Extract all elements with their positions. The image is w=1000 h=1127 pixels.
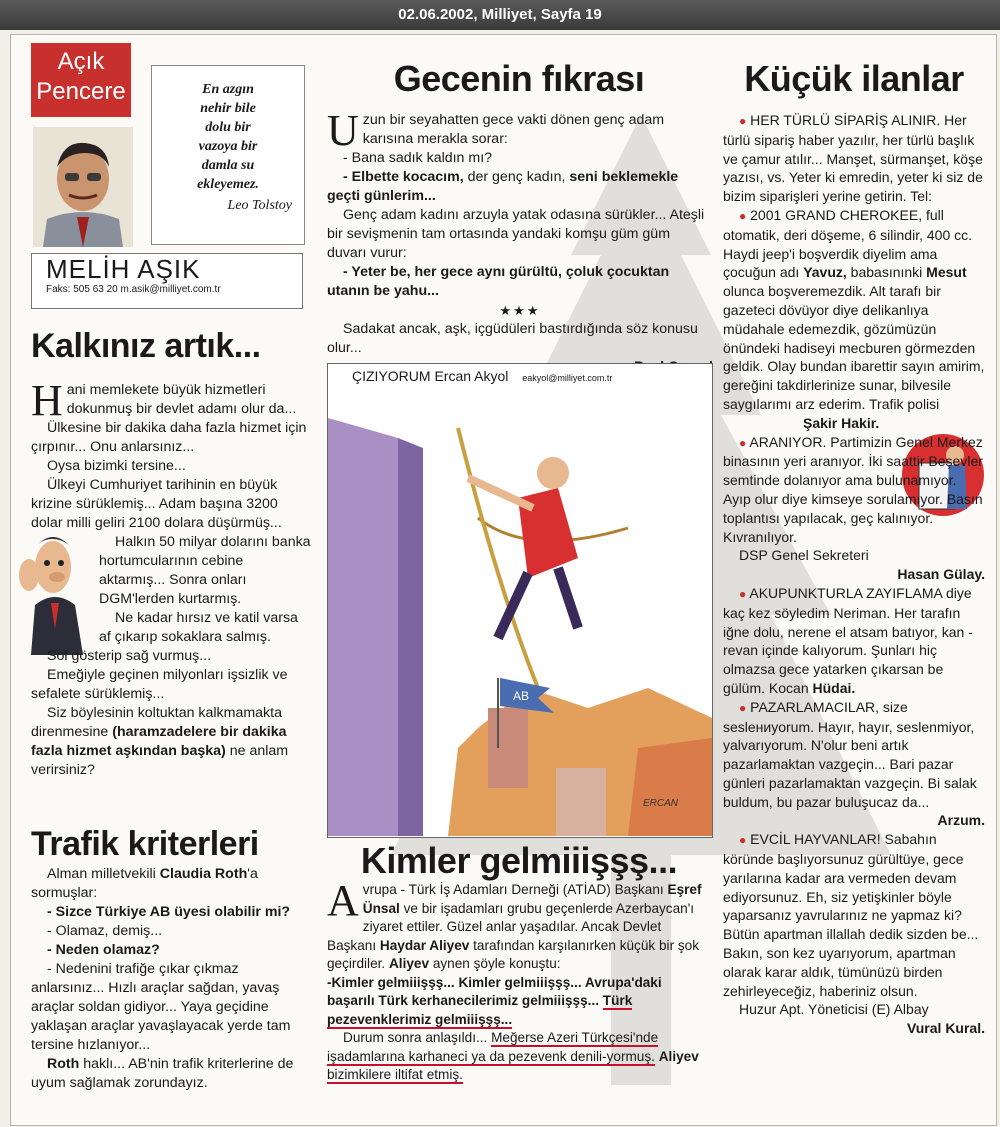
ilan-item bbox=[723, 433, 985, 584]
kalkiniz-title: Kalkınız artık... bbox=[31, 327, 261, 365]
trafik-name: Claudia Roth bbox=[159, 866, 248, 882]
ilan-sign: Hasan Gülay. bbox=[897, 566, 985, 583]
ilan-item bbox=[723, 584, 985, 698]
kalkiniz-paragraph: Ne kadar hırsız ve katil varsa af çıkarıp sokaklara salmış. bbox=[99, 610, 298, 645]
ilan-head: AKUPUNKTURLA ZAYIFLAMA bbox=[749, 584, 943, 601]
trafik-q2: - Neden olamaz? bbox=[47, 942, 160, 958]
quote-line: damla su bbox=[201, 158, 255, 173]
ilan-body: full otomatik, deri döşeme, 6 silindir, 400 cc. Haydi jeep'i boşverdik diyelim ama çocuğun adı bbox=[723, 206, 973, 281]
bullet-icon: ● bbox=[739, 114, 747, 128]
ilan-item bbox=[723, 206, 985, 433]
ilan-item bbox=[723, 111, 985, 206]
kimler-body bbox=[327, 876, 713, 1085]
ilan-item bbox=[723, 698, 985, 831]
kimler-name2: Haydar Aliyev bbox=[379, 937, 470, 953]
trafik-outro-name: Roth bbox=[47, 1056, 80, 1072]
column-logo-line2: Pencere bbox=[36, 78, 126, 105]
kimler-p3name: Aliyev bbox=[658, 1048, 699, 1064]
author-name: MELİH AŞIK bbox=[46, 254, 201, 284]
fikra-p3b: der genç kadın, bbox=[467, 169, 566, 185]
ilan-org: DSP Genel Sekreteri bbox=[739, 547, 869, 564]
kimler-p1a: vrupa - Türk İş Adamları Derneği (ATİAD) Başkanı bbox=[362, 882, 664, 897]
fikra-p1: zun bir seyahatten gece vakti dönen genç adam karısına merakla sorar: bbox=[362, 112, 665, 147]
bullet-icon: ● bbox=[739, 208, 747, 223]
trafik-intro: Alman milletvekili bbox=[47, 866, 156, 882]
newspaper-page bbox=[10, 34, 997, 1126]
ilanlar-title: Küçük ilanlar bbox=[744, 58, 964, 99]
kalkiniz-paragraph: Sol gösterip sağ vurmuş... bbox=[47, 648, 212, 664]
trafik-outro: haklı... AB'nin trafik kriterlerine de uyum sağlamak zorundayız. bbox=[31, 1056, 294, 1091]
trafik-intro-b: 'a sormuşlar: bbox=[31, 866, 258, 901]
fikra-stars: ★★★ bbox=[499, 303, 541, 318]
kalkiniz-body bbox=[31, 376, 313, 780]
quote-line: En azgın bbox=[202, 82, 254, 97]
author-contact: Faks: 505 63 20 m.asik@milliyet.com.tr bbox=[46, 284, 221, 295]
kalkiniz-paragraph: Ülkesine bir dakika daha fazla hizmet için çırpınır... Onu anlarsınız... bbox=[31, 420, 307, 455]
kimler-p1b: ve bir işadamları grubu geçenlerde Azerbaycan'ı ziyaret ettiler. Güzel anlar yaşadılar. Ancak Devlet Başkanı bbox=[327, 900, 695, 953]
kimler-name3: Aliyev bbox=[388, 956, 430, 971]
kalkiniz-paragraph: Ülkeyi Cumhuriyet tarihinin en büyük krizine sürüklemiş... Adam başına 3200 dolar milli geliri 2100 dolara düşürmüş... bbox=[31, 477, 282, 531]
ilanlar-list bbox=[723, 111, 985, 1038]
quote-line: vazoya bir bbox=[198, 139, 258, 154]
kimler-p2b: Türk pezevenklerimiz gelmiiişşş... bbox=[327, 993, 633, 1027]
ilan-body: Her türlü sipariş haber yazılır, her türlü başlık ve çamur atılır... Manşet, sürmanşet, köşe yazısı, vs. Yeter ki emredin, yeter ki siz de bizim siparişleri yerine getirin. Tel: bbox=[723, 112, 983, 205]
cartoon-header bbox=[328, 364, 712, 388]
ilan-body: diye kaç kez söyledim Neriman. Her tarafın iğne dolu, nerene el atsam batıyor, kan - revan içinde kalıyorum. Şunları hiç olmazsa gece yatarken çıkarsan be gülüm. bbox=[723, 584, 973, 696]
ilan-head: ARANIYOR. bbox=[749, 433, 827, 450]
cartoon-email: eakyol@milliyet.com.tr bbox=[522, 373, 613, 383]
kimler-name: Eşref Ünsal bbox=[362, 882, 702, 916]
kalkiniz-paragraph: Oysa bizimki tersine... bbox=[47, 458, 186, 474]
kimler-p2: -Kimler gelmiiişşş... Kimler gelmiiişşş... Avrupa'daki başarılı Türk kerhanecilerimiz gelmiiişşş... bbox=[327, 974, 662, 1008]
kimler-p3c: bizimkilere iltifat etmiş. bbox=[327, 1067, 463, 1082]
fikra-p3: - Elbette kocacım, bbox=[343, 169, 464, 185]
cartoon-frame bbox=[327, 363, 713, 838]
ilan-sign: Arzum. bbox=[937, 812, 985, 829]
fikra-title: Gecenin fıkrası bbox=[393, 58, 645, 99]
ilan-head: EVCİL HAYVANLAR! bbox=[750, 831, 881, 848]
column-logo bbox=[31, 43, 131, 117]
cartoon-signature: ERCAN bbox=[643, 798, 679, 809]
fikra-p3c: seni beklemekle geçti günlerim... bbox=[327, 169, 679, 204]
drop-cap: U bbox=[327, 106, 359, 155]
bullet-icon: ● bbox=[739, 586, 747, 601]
trafik-a1: - Olamaz, demiş... bbox=[47, 923, 163, 939]
bullet-icon: ● bbox=[739, 833, 747, 848]
ilan-head: PAZARLAMACILAR, bbox=[750, 698, 880, 715]
ilan-body2: babasınınki bbox=[850, 264, 923, 281]
ilan-body: Sabahın köründe başlıyorsunuz gürültüye, gece yarılarına kadar ara vermeden devam ediyorsunuz. Eh, siz yetişkinler böyle yaparsanız yavrularınız ne yapmaz ki? Bütün apartman illallah dedik sizden be... Bakın, son kez uyarıyorum, apartman olarak karar aldık, tümünüzü birden zehirleyeceğiz, haberiniz olsun. bbox=[723, 831, 979, 999]
kalkiniz-paragraph: ani memlekete büyük hizmetleri dokunmuş bir devlet adamı olur da... bbox=[66, 382, 297, 417]
bullet-icon: ● bbox=[739, 700, 747, 715]
ilan-item bbox=[723, 830, 985, 1038]
ilan-sign-pre: Kocan bbox=[768, 679, 809, 696]
column-logo-line1: Açık bbox=[57, 48, 105, 75]
trafik-q1: - Sizce Türkiye AB üyesi olabilir mi? bbox=[47, 904, 291, 920]
cartoon-drawing bbox=[328, 388, 712, 836]
cartoon-flag-text: AB bbox=[513, 689, 530, 703]
kalkiniz-paragraph: Halkın 50 milyar dolarını banka hortumcularının cebine aktarmış... Sonra onları DGM'lerden kurtarmış. bbox=[99, 534, 311, 607]
bullet-icon: ● bbox=[739, 435, 747, 450]
ilan-head: HER TÜRLÜ SİPARİŞ ALINIR. bbox=[750, 112, 941, 128]
quote-line: ekleyemez. bbox=[197, 177, 259, 192]
ilan-bold2: Mesut bbox=[926, 264, 967, 281]
quote-box bbox=[151, 65, 305, 245]
kalkiniz-paragraph: Siz böylesinin koltuktan kalkmamakta direnmesine bbox=[31, 705, 282, 740]
ilan-bold: Yavuz, bbox=[803, 264, 847, 281]
ilan-sign: Şakir Hakir. bbox=[803, 414, 880, 431]
author-box bbox=[31, 253, 303, 309]
ilan-org: Huzur Apt. Yöneticisi (E) Albay bbox=[739, 1001, 929, 1018]
trafik-body bbox=[31, 865, 313, 1093]
trafik-title: Trafik kriterleri bbox=[31, 825, 259, 863]
page-source-title: 02.06.2002, Milliyet, Sayfa 19 bbox=[398, 6, 602, 23]
cartoon-title: ÇIZIYORUM Ercan Akyol bbox=[352, 368, 509, 384]
trafik-a2: - Nedenini trafiğe çıkar çıkmaz anlarsınız... Hızlı araçlar sağdan, yavaş araçlar soldan gidiyor... Yaya geçidine yaklaşan araçlar yavaşlayacak yerde tam tersine hızlanıyor... bbox=[31, 961, 291, 1053]
ilan-body: size seslениyorum. Hayır, hayır, seslenmiyor, yalvarıyorum. N'olur beni artık pazarlamaktan vazgeçin... Bari pazar günleri pazarlamaktan vazgeçin. Bi salak buldum, bu pazar buluşucaz da... bbox=[723, 698, 977, 810]
fikra-p6: Sadakat ancak, aşk, içgüdüleri bastırdığında söz konusu olur... bbox=[327, 321, 698, 356]
ilan-body: Partimizin Genel Merkez binasının yeri aranıyor. İki saattir Beşevler semtinde dolanıyor ama bulunamıyor. Ayıp olur diye kimseye sorulamıyor. Basın toplantısı yapılacak, geç kalınıyor. Kıvranılıyor. bbox=[723, 433, 983, 545]
kimler-p1d: aynen şöyle konuştu: bbox=[432, 956, 561, 971]
ilan-sign: Hüdai. bbox=[812, 679, 856, 696]
drop-cap: A bbox=[327, 876, 359, 925]
ilan-body3: olunca boşveremezdik. Alt tarafı bir gazeteci dövüyor diye delikanlıya müdahale edemezdik, gözümüzün önündeki hadiseyi mecburen görmezden geldik. Olay bundan ibarettir sayın amirim, gereğini takdirlerinize sunar, bilvesile saygılarımı arz ederim. Trafik polisi bbox=[723, 283, 985, 412]
kimler-p3a: Durum sonra anlaşıldı... bbox=[343, 1030, 488, 1045]
kalkiniz-bold: (haramzadelere bir dakika fazla hizmet aşkından başka) bbox=[31, 724, 287, 759]
author-portrait bbox=[33, 127, 133, 247]
ilan-sign: Vural Kural. bbox=[906, 1020, 985, 1037]
kimler-title: Kimler gelmiiişşş... bbox=[360, 840, 678, 881]
ilan-head: 2001 GRAND CHEROKEE, bbox=[750, 206, 923, 223]
kimler-p1c: tarafından karşılanırken küçük bir şok geçirdiler. bbox=[327, 937, 700, 971]
fikra-body bbox=[327, 106, 713, 377]
quote-author: Leo Tolstoy bbox=[227, 198, 292, 213]
drop-cap: H bbox=[31, 376, 63, 425]
kalkiniz-paragraph: Emeğiyle geçinen milyonları işsizlik ve sefalete sürüklemiş... bbox=[31, 667, 288, 702]
quote-line: dolu bir bbox=[205, 120, 251, 135]
quote-line: nehir bile bbox=[200, 101, 256, 116]
kalkiniz-tail: ne anlam verirsiniz? bbox=[31, 743, 289, 778]
fikra-p5: - Yeter be, her gece aynı gürültü, çoluk çocuktan utanın be yahu... bbox=[327, 264, 670, 299]
kimler-p3b: Meğerse Azeri Türkçesi'nde işadamlarına karhaneci ya da pezevenk denili-yormuş. bbox=[327, 1030, 659, 1064]
fikra-p4: Genç adam kadını arzuyla yatak odasına sürükler... Ateşli bir sevişmenin tam ortasında yandaki komşu güm güm duvarı vurur: bbox=[327, 207, 705, 261]
page-source-bar bbox=[0, 0, 1000, 30]
fikra-p2: - Bana sadık kaldın mı? bbox=[343, 150, 493, 166]
